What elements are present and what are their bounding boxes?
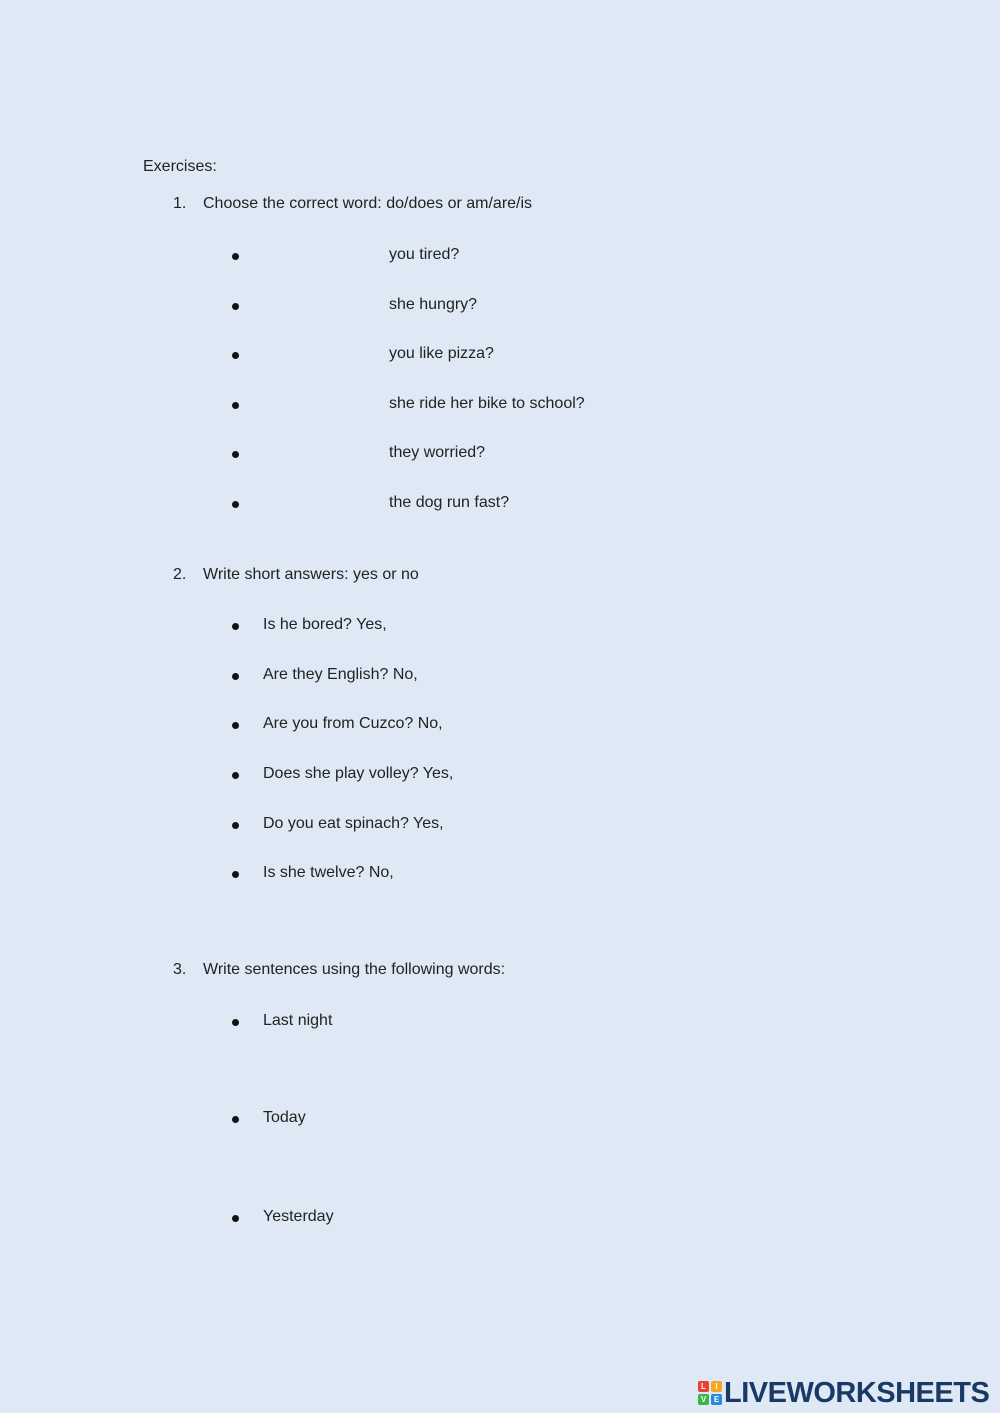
bullet-icon <box>232 722 239 729</box>
liveworksheets-logo-icon: L I V E <box>698 1381 722 1405</box>
bullet-icon <box>232 451 239 458</box>
section-2-number: 2. <box>173 566 187 583</box>
section-1-title-text: Choose the correct word: do/does or am/are/is <box>203 195 533 212</box>
section-3-number: 3. <box>173 961 187 978</box>
section-1-number: 1. <box>173 195 187 212</box>
bullet-icon <box>232 1019 239 1026</box>
bullet-icon <box>232 303 239 310</box>
logo-text: LIVEWORKSHEETS <box>724 1376 990 1409</box>
exercises-heading: Exercises: <box>143 158 217 175</box>
worksheet-page: Exercises: 1. Choose the correct word: do/does or am/are/is you tired? she hungry? you like pizza? she ride her bike to school? they worried? the dog run fast? 2. Write short answers: yes or no Is he bored? Yes, Are they English? No, Are you from Cuzco? No, Does she play volley? Yes, Do you eat spinach? Yes, Is she twelve? No, 3. Write sentences using the following words: Last night Today Yesterday L I V E LIVEWORKSHEETS <box>143 158 990 1409</box>
section-3-title-text: Write sentences using the following words: <box>203 961 506 978</box>
bullet-icon <box>232 352 239 359</box>
bullet-icon <box>232 402 239 409</box>
liveworksheets-logo <box>698 1378 989 1408</box>
bullet-icon <box>232 822 239 829</box>
section-3-title <box>173 961 505 979</box>
section-2-title <box>173 566 419 584</box>
bullet-icon <box>232 871 239 878</box>
bullet-icon <box>232 1215 239 1222</box>
bullet-icon <box>232 253 239 260</box>
bullet-icon <box>232 1116 239 1123</box>
bullet-icon <box>232 673 239 680</box>
bullet-icon <box>232 623 239 630</box>
bullet-icon <box>232 501 239 508</box>
section-2-title-text: Write short answers: yes or no <box>203 566 419 583</box>
section-1-title <box>173 195 532 213</box>
bullet-icon <box>232 772 239 779</box>
